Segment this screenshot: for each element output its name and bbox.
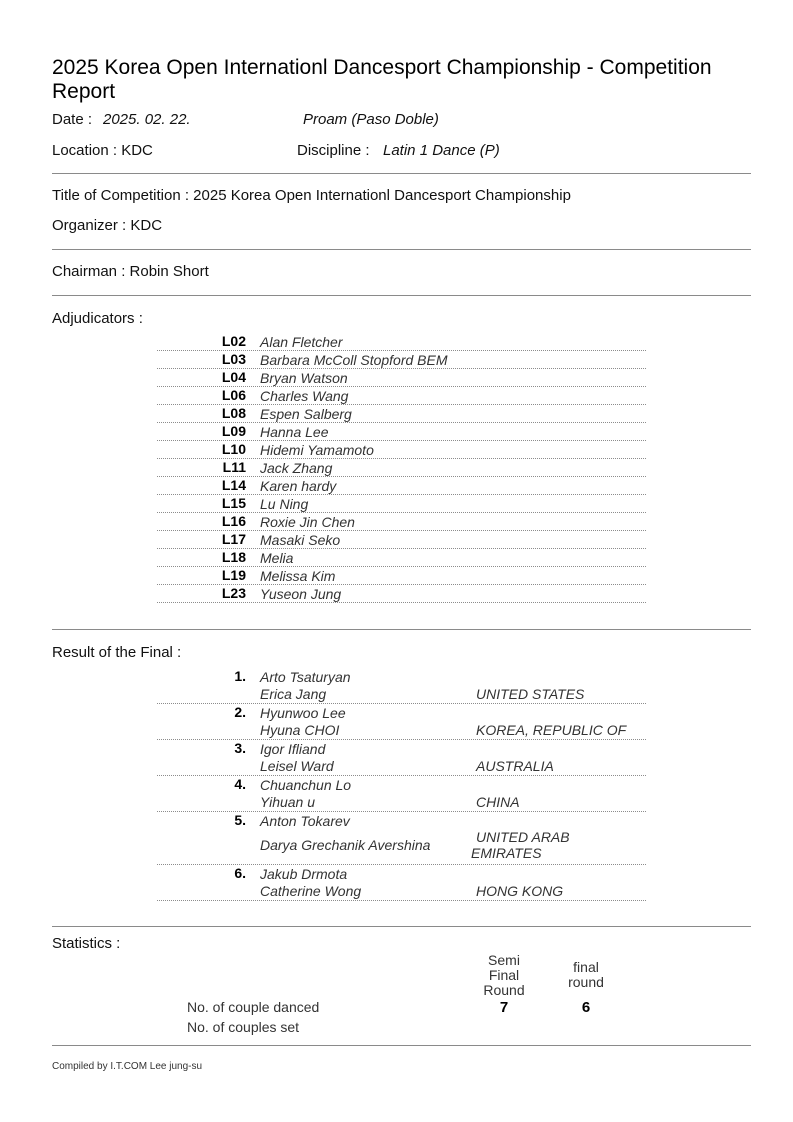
adjudicator-row [157, 477, 646, 495]
adjudicator-name: Espen Salberg [260, 406, 352, 422]
partner-name: Yihuan u [260, 794, 316, 810]
compiled-by: Compiled by I.T.COM Lee jung-su [52, 1061, 203, 1072]
leader-name: Jakub Drmota [260, 866, 348, 882]
result-row [157, 865, 646, 901]
adjudicator-name: Masaki Seko [260, 532, 341, 548]
adjudicator-row [157, 531, 646, 549]
date-value: 2025. 02. 22. [103, 111, 191, 128]
adjudicator-name: Bryan Watson [260, 370, 348, 386]
adjudicator-row [157, 567, 646, 585]
adjudicator-name: Melia [260, 550, 294, 566]
adjudicator-name: Melissa Kim [260, 568, 336, 584]
partner-name: Catherine Wong [260, 883, 362, 899]
result-rank: 1. [234, 668, 246, 684]
country: KOREA, REPUBLIC OF [476, 722, 627, 738]
adjudicator-code: L18 [221, 549, 246, 565]
semi-final-danced-value: 7 [499, 999, 509, 1016]
adjudicator-code: L19 [221, 567, 246, 583]
couples-danced-label: No. of couple danced [187, 999, 320, 1015]
adjudicator-name: Lu Ning [260, 496, 309, 512]
result-rank: 2. [234, 704, 246, 720]
result-row [157, 776, 646, 812]
adjudicator-row [157, 549, 646, 567]
final-danced-value: 6 [581, 999, 591, 1016]
adjudicator-code: L15 [221, 495, 246, 511]
country: UNITED ARAB [476, 829, 570, 845]
adjudicator-row [157, 387, 646, 405]
leader-name: Chuanchun Lo [260, 777, 352, 793]
adjudicators-heading: Adjudicators : [52, 310, 143, 327]
couples-set-label: No. of couples set [187, 1019, 300, 1035]
partner-name: Erica Jang [260, 686, 327, 702]
adjudicator-code: L16 [221, 513, 246, 529]
leader-name: Anton Tokarev [260, 813, 350, 829]
adjudicator-code: L09 [221, 423, 246, 439]
adjudicator-name: Barbara McColl Stopford BEM [260, 352, 448, 368]
country: UNITED STATES [476, 686, 585, 702]
divider [52, 926, 751, 927]
adjudicator-name: Yuseon Jung [260, 586, 342, 602]
adjudicator-code: L10 [221, 441, 246, 457]
leader-name: Arto Tsaturyan [260, 669, 351, 685]
country: AUSTRALIA [476, 758, 554, 774]
location: Location : KDC [52, 142, 153, 159]
adjudicator-name: Charles Wang [260, 388, 349, 404]
adjudicator-row [157, 369, 646, 387]
statistics-heading: Statistics : [52, 935, 121, 952]
adjudicator-name: Hidemi Yamamoto [260, 442, 374, 458]
result-rank: 5. [234, 812, 246, 828]
adjudicator-row [157, 351, 646, 369]
organizer: Organizer : KDC [52, 217, 163, 234]
country: CHINA [476, 794, 520, 810]
adjudicator-code: L17 [221, 531, 246, 547]
result-row [157, 812, 646, 865]
divider [52, 1045, 751, 1046]
adjudicator-row [157, 333, 646, 351]
adjudicator-row [157, 495, 646, 513]
result-rank: 6. [234, 865, 246, 881]
adjudicator-row [157, 513, 646, 531]
adjudicator-row [157, 423, 646, 441]
adjudicator-code: L02 [221, 333, 246, 349]
adjudicator-row [157, 459, 646, 477]
adjudicator-code: L14 [221, 477, 246, 493]
country: HONG KONG [476, 883, 564, 899]
adjudicator-name: Jack Zhang [260, 460, 333, 476]
adjudicator-row [157, 441, 646, 459]
adjudicator-code: L23 [221, 585, 246, 601]
leader-name: Igor Ifliand [260, 741, 326, 757]
country: EMIRATES [471, 845, 542, 861]
divider [52, 173, 751, 174]
chairman: Chairman : Robin Short [52, 263, 209, 280]
partner-name: Hyuna CHOI [260, 722, 340, 738]
page-title: 2025 Korea Open Internationl Dancesport Championship - Competition Report [52, 56, 712, 103]
divider [52, 629, 751, 630]
adjudicator-code: L06 [221, 387, 246, 403]
final-round-header: final round [568, 959, 604, 990]
title-of-competition: Title of Competition : 2025 Korea Open Internationl Dancesport Championship [52, 187, 571, 204]
partner-name: Darya Grechanik Avershina [260, 837, 431, 853]
adjudicator-name: Karen hardy [260, 478, 337, 494]
result-row [157, 704, 646, 740]
divider [52, 249, 751, 250]
adjudicator-row [157, 585, 646, 603]
results-heading: Result of the Final : [52, 644, 182, 661]
discipline-value: Latin 1 Dance (P) [383, 142, 500, 159]
semi-final-round-header: Semi Final Round [483, 952, 525, 998]
adjudicator-code: L11 [222, 459, 246, 475]
result-row [157, 668, 646, 704]
result-rank: 3. [234, 740, 246, 756]
leader-name: Hyunwoo Lee [260, 705, 346, 721]
adjudicator-code: L03 [221, 351, 246, 367]
adjudicator-name: Alan Fletcher [260, 334, 343, 350]
result-rank: 4. [234, 776, 246, 792]
date-label: Date : [52, 111, 93, 128]
event-name: Proam (Paso Doble) [303, 111, 439, 128]
adjudicator-name: Hanna Lee [260, 424, 329, 440]
divider [52, 295, 751, 296]
adjudicator-row [157, 405, 646, 423]
discipline-label: Discipline : [297, 142, 370, 159]
result-row [157, 740, 646, 776]
partner-name: Leisel Ward [260, 758, 334, 774]
adjudicator-name: Roxie Jin Chen [260, 514, 355, 530]
adjudicator-code: L04 [221, 369, 246, 385]
adjudicator-code: L08 [221, 405, 246, 421]
